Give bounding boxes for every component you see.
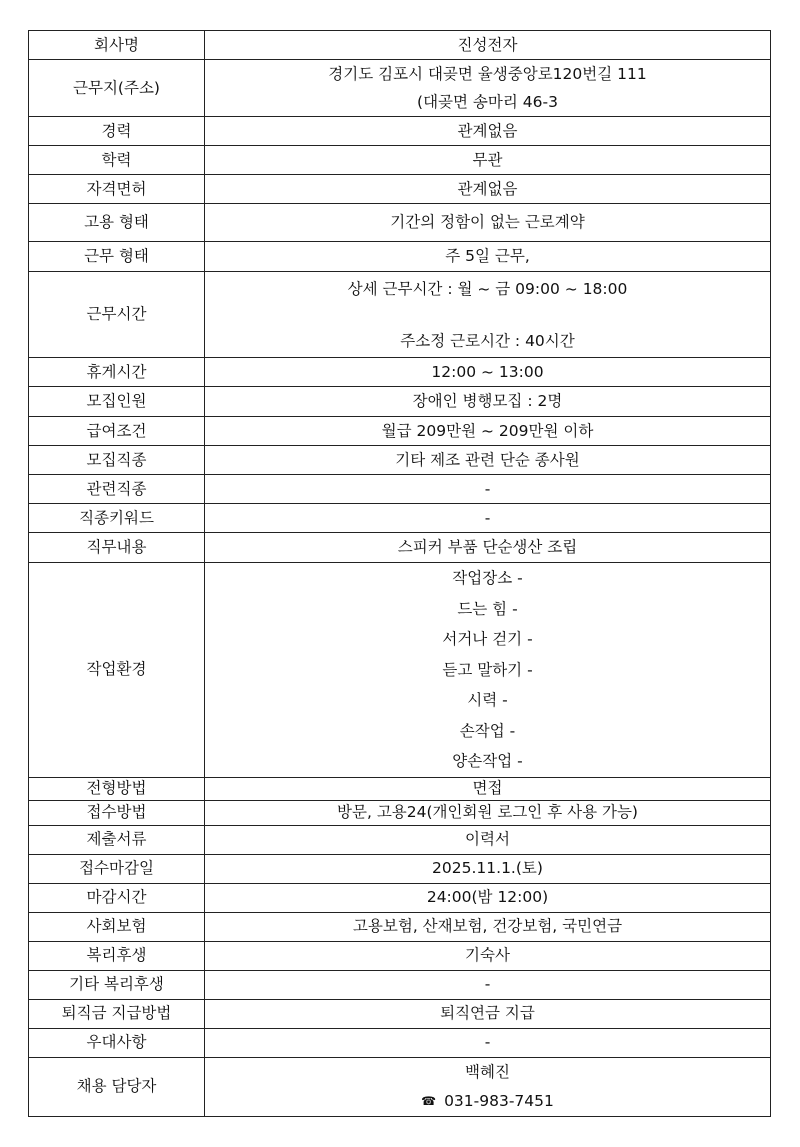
label-company: 회사명	[29, 31, 205, 60]
env-standing: 서거나 걷기 -	[442, 630, 533, 648]
spacer	[205, 303, 770, 327]
contact-phone: 031-983-7451	[444, 1091, 554, 1110]
label-work-type: 근무 형태	[29, 242, 205, 272]
label-other-welfare: 기타 복리후생	[29, 970, 205, 999]
value-work-type: 주 5일 근무,	[205, 242, 771, 272]
label-documents: 제출서류	[29, 825, 205, 854]
label-job-description: 직무내용	[29, 533, 205, 563]
env-two-hand-work: 양손작업 -	[452, 752, 523, 770]
row-deadline-time	[29, 883, 771, 912]
label-headcount: 모집인원	[29, 387, 205, 417]
work-hours-detail: 상세 근무시간 : 월 ~ 금 09:00 ~ 18:00	[347, 279, 628, 298]
value-education: 무관	[205, 146, 771, 175]
row-employment-type	[29, 204, 771, 242]
row-selection-method	[29, 777, 771, 800]
value-documents: 이력서	[205, 825, 771, 854]
label-selection-method: 전형방법	[29, 777, 205, 800]
row-other-welfare	[29, 970, 771, 999]
job-posting-table	[28, 30, 771, 1117]
label-salary: 급여조건	[29, 417, 205, 446]
row-job-keywords	[29, 504, 771, 533]
label-preferences: 우대사항	[29, 1028, 205, 1057]
value-workplace	[205, 60, 771, 117]
label-work-hours: 근무시간	[29, 272, 205, 358]
label-license: 자격면허	[29, 175, 205, 204]
label-deadline-time: 마감시간	[29, 883, 205, 912]
label-workplace: 근무지(주소)	[29, 60, 205, 117]
value-contact	[205, 1057, 771, 1116]
label-job-keywords: 직종키워드	[29, 504, 205, 533]
label-social-insurance: 사회보험	[29, 912, 205, 941]
value-work-environment	[205, 563, 771, 778]
value-application-method: 방문, 고용24(개인회원 로그인 후 사용 가능)	[205, 800, 771, 825]
env-communication: 듣고 말하기 -	[442, 660, 533, 679]
label-related-jobs: 관련직종	[29, 475, 205, 504]
row-welfare	[29, 941, 771, 970]
value-license: 관계없음	[205, 175, 771, 204]
value-welfare: 기숙사	[205, 941, 771, 970]
row-job-description	[29, 533, 771, 563]
label-break-time: 휴게시간	[29, 358, 205, 387]
value-employment-type: 기간의 정함이 없는 근로계약	[205, 204, 771, 242]
value-job-category: 기타 제조 관련 단순 종사원	[205, 446, 771, 475]
row-severance	[29, 999, 771, 1028]
row-break-time	[29, 358, 771, 387]
value-job-keywords: -	[205, 504, 771, 533]
contact-name: 백혜진	[465, 1062, 510, 1081]
env-vision: 시력 -	[467, 691, 508, 709]
row-social-insurance	[29, 912, 771, 941]
telephone-icon: ☎	[421, 1093, 437, 1108]
row-headcount	[29, 387, 771, 417]
work-hours-weekly: 주소정 근로시간 : 40시간	[400, 331, 575, 350]
value-job-description: 스피커 부품 단순생산 조립	[205, 533, 771, 563]
address-line-2: (대곶면 송마리 46-3	[417, 93, 558, 111]
label-employment-type: 고용 형태	[29, 204, 205, 242]
env-lifting: 드는 힘 -	[457, 599, 518, 618]
value-salary: 월급 209만원 ~ 209만원 이하	[205, 417, 771, 446]
value-severance: 퇴직연금 지급	[205, 999, 771, 1028]
value-selection-method: 면접	[205, 777, 771, 800]
value-preferences: -	[205, 1028, 771, 1057]
address-line-1: 경기도 김포시 대곶면 율생중앙로120번길 111	[328, 65, 647, 83]
row-company	[29, 31, 771, 60]
label-job-category: 모집직종	[29, 446, 205, 475]
label-deadline-date: 접수마감일	[29, 854, 205, 883]
value-headcount: 장애인 병행모집 : 2명	[205, 387, 771, 417]
row-salary	[29, 417, 771, 446]
row-work-environment	[29, 563, 771, 778]
value-deadline-time: 24:00(밤 12:00)	[205, 883, 771, 912]
value-other-welfare: -	[205, 970, 771, 999]
row-career	[29, 117, 771, 146]
contact-phone-line	[205, 1087, 770, 1116]
value-break-time: 12:00 ~ 13:00	[205, 358, 771, 387]
row-education	[29, 146, 771, 175]
row-work-type	[29, 242, 771, 272]
env-workplace: 작업장소 -	[452, 569, 523, 587]
label-contact: 채용 담당자	[29, 1057, 205, 1116]
env-hand-work: 손작업 -	[459, 721, 516, 740]
label-education: 학력	[29, 146, 205, 175]
row-documents	[29, 825, 771, 854]
value-related-jobs: -	[205, 475, 771, 504]
row-workplace	[29, 60, 771, 117]
row-job-category	[29, 446, 771, 475]
label-severance: 퇴직금 지급방법	[29, 999, 205, 1028]
row-preferences	[29, 1028, 771, 1057]
value-company: 진성전자	[205, 31, 771, 60]
row-application-method	[29, 800, 771, 825]
value-social-insurance: 고용보험, 산재보험, 건강보험, 국민연금	[205, 912, 771, 941]
row-license	[29, 175, 771, 204]
value-career: 관계없음	[205, 117, 771, 146]
label-career: 경력	[29, 117, 205, 146]
label-welfare: 복리후생	[29, 941, 205, 970]
value-work-hours	[205, 272, 771, 358]
row-work-hours	[29, 272, 771, 358]
row-contact	[29, 1057, 771, 1116]
row-deadline-date	[29, 854, 771, 883]
label-application-method: 접수방법	[29, 800, 205, 825]
row-related-jobs	[29, 475, 771, 504]
value-deadline-date: 2025.11.1.(토)	[205, 854, 771, 883]
label-work-environment: 작업환경	[29, 563, 205, 778]
